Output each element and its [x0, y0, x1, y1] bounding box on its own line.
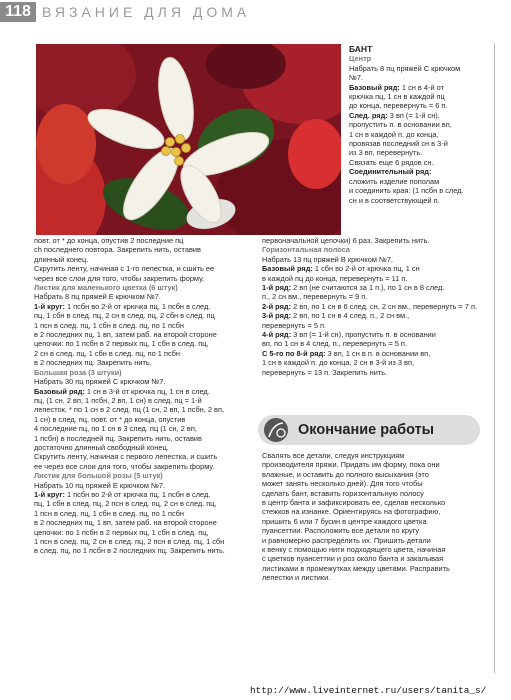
source-url: http://www.liveinternet.ru/users/tanita_s/ [250, 685, 487, 696]
text-line: пришить 6 или 7 бусин в центре каждого цветка [262, 516, 427, 526]
page-header [0, 0, 511, 24]
text-line: вп, по 1 сн в 4 след. п., перевернуть = 5 п. [262, 339, 407, 349]
text-line: к венку с помощью нити подходящего цвета, начиная [262, 545, 446, 555]
row-label: 1-й круг: [34, 301, 65, 311]
page-number: 118 [0, 2, 36, 22]
text-line: повт. от * до конца, опустив 2 последние пц [34, 236, 184, 245]
text-line: первоначальной цепочки) 6 раз. Закрепить нить. [262, 236, 430, 245]
text-line: Набрать 8 пц пряжей Е крючком №7. [34, 292, 161, 302]
text-line: с цветков пуансеттии и роз около банта и закалывая [262, 554, 444, 564]
text-line: п., 2 сн вм., перевернуть = 9 п. [262, 292, 368, 302]
text-line: 1 псн в след. пц, 1 сбн в след. пц, по 1 псбн [34, 320, 184, 330]
text-line: из 3 вп, перевернуть. [349, 148, 423, 158]
row-text: 2 вп, по 1 сн в 6 след. сн, 2 сн вм., перевернуть = 7 п. [291, 301, 478, 311]
section-heading: Центр [349, 54, 372, 64]
text-line: 1 псн в след. пц, 1 сбн в след. пц, по 1 псбн [34, 508, 184, 518]
text-line: Свалять все детали, следуя инструкциям [262, 451, 405, 460]
text-line: №7. [349, 73, 364, 83]
section-heading: Листик для большой розы (5 штук) [34, 471, 163, 481]
row-label: Соединительный ряд: [349, 167, 432, 177]
row-text: 1 сн в 4-й от [399, 82, 444, 92]
text-line: Набрать 10 пц пряжей E крючком №7. [34, 480, 166, 490]
section-heading: БАНТ [349, 44, 373, 54]
row-text: 1 псбн во 2-й от крючка пц, 1 псбн в след. [64, 301, 211, 311]
text-line: пц, 1 сбн в след. пц, 2 сн в след. пц, 2 сбн в след. пц [34, 311, 215, 321]
row-text: 1 сн в 3-й от крючка пц, 1 сн в след. [84, 386, 210, 396]
text-line: 1 сн в каждой п. до конца, [349, 129, 439, 139]
text-line: лепесток, * по 1 сн в 2 след. пц (1 сн, 2 вп, 1 псбн, 2 вп, [34, 405, 225, 415]
right-middle-text [262, 236, 490, 377]
text-line: в след. пц, по 1 псбн в 2 последних пц. Закрепить нить. [34, 546, 225, 556]
text-line: в 2 последних пц. Закрепить нить. [34, 358, 152, 368]
section-heading: Горизонтальная полоса [262, 245, 350, 255]
text-line: сделать бант, вставить горизонтальную полосу [262, 488, 424, 498]
instruction-line [262, 264, 490, 273]
row-label: 1-й круг: [34, 489, 65, 499]
text-line: 1 псн в след. пц, 2 сн в след. пц, 2 псн в след. пц, 1 сбн [34, 537, 225, 546]
text-line: цепочки: по 1 псбн в 2 первых пц, 1 сбн в след. пц, [34, 339, 209, 349]
row-label: 2-й ряд: [262, 301, 292, 311]
book-title: ВЯЗАНИЕ ДЛЯ ДОМА [42, 4, 251, 20]
text-line: в 2 последних пц, 1 вп, затем раб. на второй стороне [34, 518, 217, 528]
row-text: 3 вп, 1 сн в п. в основании вп, [325, 348, 431, 358]
text-line: стежков на изнанке. Ориентируясь на фотографию, [262, 507, 441, 517]
row-text: 2 вп, по 1 сн в 4 след. п., 2 сн вм., [291, 311, 410, 321]
text-line: Набрать 8 пц пряжей C крючком [349, 63, 461, 73]
row-label: Базовый ряд: [262, 264, 313, 274]
text-line: 1 сн) в след. пц, повт. от * до конца, опустив [34, 414, 186, 424]
instruction-line [349, 83, 489, 92]
text-line: длинный конец. [34, 254, 89, 264]
section-heading: Листик для маленького цветка (6 штук) [34, 283, 178, 293]
row-label: 1-й ряд: [262, 283, 292, 293]
text-line: 1 сн в каждой п. до конца, 2 сн в 3-й из 3 вп, [262, 358, 415, 368]
text-line: ch последнего повтора. Закрепить нить, оставив [34, 245, 201, 255]
text-line: в 2 последних пц, 1 вп, затем раб. на второй стороне [34, 330, 217, 340]
text-line: сн и в соответствующей п. [349, 195, 440, 205]
row-text: 3 вп (= 1-й сн), [387, 110, 440, 120]
text-line: достаточно длинный свободный конец. [34, 442, 169, 452]
text-line: и равномерно распределить их. Пришить детали [262, 535, 431, 545]
text-line: пц, 1 сбн в след. пц, 2 псн в след. пц, 2 сн в след. пц, [34, 499, 217, 509]
instruction-line [262, 349, 490, 358]
row-text: 1 псбн во 2-й от крючка пц, 1 псбн в след. [64, 489, 211, 499]
right-bottom-text [262, 451, 490, 583]
poinsettia-wreath-photo [36, 44, 341, 235]
text-line: перевернуть = 13 п. Закрепить нить. [262, 367, 388, 377]
text-line: пропустить п. в основании вп, [349, 120, 452, 130]
text-line: влажные, и оставить до полного высыхания (это [262, 469, 429, 479]
text-line: 1 псбн) в последней пц. Закрепить нить, оставив [34, 433, 202, 443]
text-line: в центр банта и зафиксировать ее, сделав несколько [262, 498, 446, 508]
text-line: пуансеттии. Расположить все детали по кругу [262, 526, 420, 536]
text-line: до конца, перевернуть = 6 п. [349, 101, 448, 111]
finishing-title: Окончание работы [298, 422, 435, 438]
row-text: 3 вп (= 1-й сн), пропустить п. в основании [291, 330, 436, 340]
instruction-line [262, 302, 490, 311]
text-line: ее через все слои для того, чтобы закрепить форму. [34, 461, 215, 471]
text-line: пц, (1 сн, 2 вп, 1 псбн, 2 вп, 1 сн) в след. пц = 1-й [34, 395, 202, 405]
text-line: перевернуть = 5 п. [262, 320, 327, 330]
right-top-text [349, 45, 489, 205]
text-line: Набрать 30 пц пряжей C крючком №7. [34, 377, 166, 387]
row-label: 3-й ряд: [262, 311, 292, 321]
text-line: цепочки: по 1 псбн в 2 первых пц, 1 сбн в след. пц, [34, 527, 209, 537]
instruction-line [262, 311, 490, 320]
text-line: и соединить края: (1 псбн в след. [349, 186, 464, 196]
text-line: Скрутить ленту, начиная с 1-го лепестка, и сшить ее [34, 264, 215, 274]
row-label: 4-й ряд: [262, 330, 292, 340]
text-line: крючка пц, 1 сн в каждой пц [349, 92, 445, 102]
section-heading: Большая роза (3 штуки) [34, 367, 122, 377]
text-line: Скрутить ленту, начиная с первого лепестка, и сшить [34, 452, 218, 462]
row-label: След. ряд: [349, 110, 388, 120]
instruction-line [262, 330, 490, 339]
text-line: Набрать 13 пц пряжей B крючком №7. [262, 254, 394, 264]
row-text: 1 сбн во 2-й от крючка пц, 1 сн [312, 264, 420, 274]
instruction-line [34, 302, 256, 311]
instruction-line [262, 283, 490, 292]
left-column-text [34, 236, 256, 556]
instruction-line [349, 111, 489, 120]
section-header-finishing [258, 415, 480, 445]
row-label: Базовый ряд: [349, 82, 400, 92]
text-line: сложить изделие пополам [349, 176, 440, 186]
text-line: 2 сн в след. пц, 1 сбн в след. пц, по 1 псбн [34, 348, 180, 358]
needle-yarn-icon [264, 418, 288, 442]
text-line: 4 последние пц, по 1 сн в 3 след. пц (1 сн, 2 вп, [34, 424, 197, 434]
page-edge-rule [494, 43, 495, 673]
text-line: может занять несколько дней). Для того чтобы [262, 479, 423, 489]
text-line: листиками в промежутках между цветами. Расправить [262, 563, 450, 573]
text-line: через все слои для того, чтобы закрепить форму. [34, 273, 205, 283]
text-line: провязав последний сн в 3-й [349, 139, 448, 149]
instruction-line [34, 387, 256, 396]
text-line: лепестки и листики. [262, 573, 331, 583]
instruction-line [349, 167, 489, 176]
text-line: в каждой пц до конца, перевернуть = 11 п. [262, 273, 408, 283]
instruction-line [34, 490, 256, 499]
row-label: Базовый ряд: [34, 386, 85, 396]
row-text: 2 вп (не считаются за 1 п.), по 1 сн в 8 след. [291, 283, 445, 293]
row-label: С 5-го по 8-й ряд: [262, 348, 326, 358]
text-line: Связать еще 6 рядов сн. [349, 157, 434, 167]
text-line: производителя пряжи. Придать им форму, пока они [262, 460, 440, 470]
